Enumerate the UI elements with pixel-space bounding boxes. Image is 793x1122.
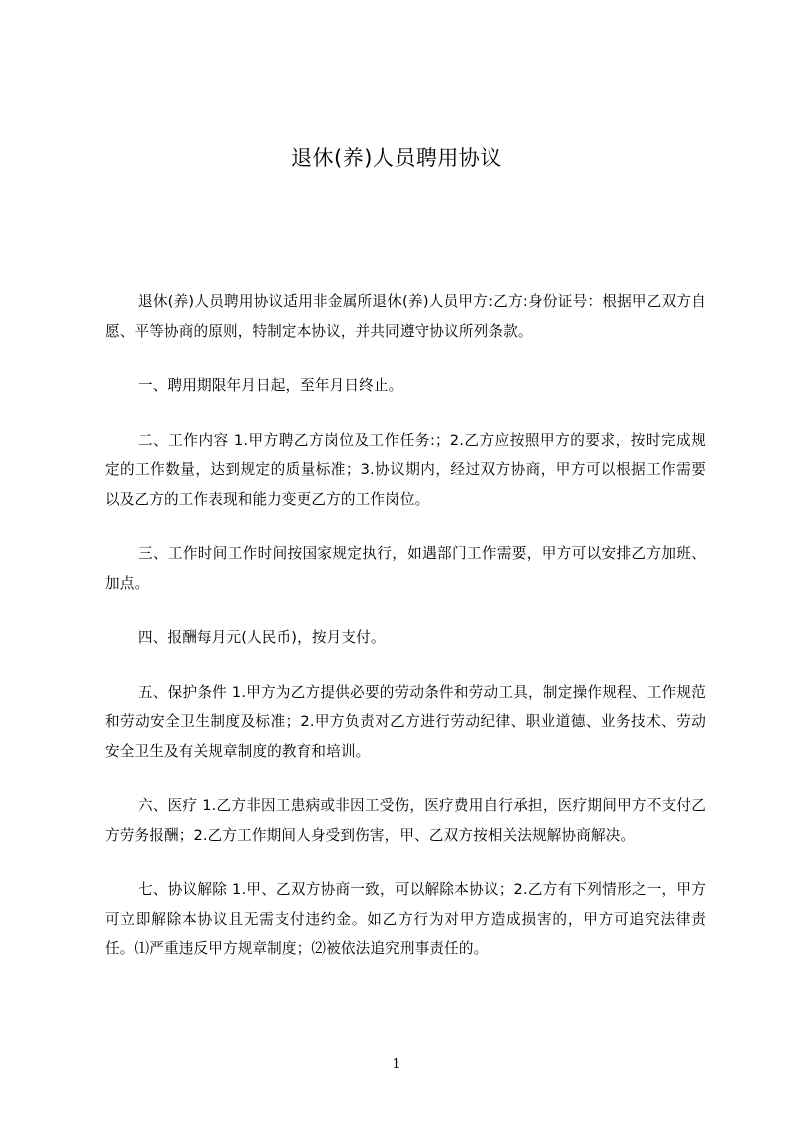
clause-work-time-paragraph: 三、工作时间工作时间按国家规定执行，如遇部门工作需要，甲方可以安排乙方加班、加点。 bbox=[105, 545, 706, 592]
clause-work-content-paragraph: 二、工作内容 1.甲方聘乙方岗位及工作任务:；2.乙方应按照甲方的要求，按时完成规定的工作数量，达到规定的质量标准；3.协议期内，经过双方协商，甲方可以根据工作需要以及乙方的工作表现和能力变更乙方的工作岗位。 bbox=[105, 431, 706, 508]
clause-termination-paragraph: 七、协议解除 1.甲、乙双方协商一致，可以解除本协议；2.乙方有下列情形之一，甲方可立即解除本协议且无需支付违约金。如乙方行为对甲方造成损害的，甲方可追究法律责任。⑴严重违反甲方规章制度；⑵被依法追究刑事责任的。 bbox=[105, 881, 706, 957]
intro-paragraph: 退休(养)人员聘用协议适用非金属所退休(养)人员甲方:乙方:身份证号：根据甲乙双方自愿、平等协商的原则，特制定本协议，并共同遵守协议所列条款。 bbox=[105, 293, 706, 340]
clause-protection-paragraph: 五、保护条件 1.甲方为乙方提供必要的劳动条件和劳动工具，制定操作规程、工作规范和劳动安全卫生制度及标准；2.甲方负责对乙方进行劳动纪律、职业道德、业务技术、劳动安全卫生及有关规章制度的教育和培训。 bbox=[105, 683, 706, 760]
document-body bbox=[105, 287, 706, 989]
clause-medical-paragraph: 六、医疗 1.乙方非因工患病或非因工受伤，医疗费用自行承担，医疗期间甲方不支付乙方劳务报酬；2.乙方工作期间人身受到伤害，甲、乙双方按相关法规解协商解决。 bbox=[105, 797, 706, 844]
page-number: 1 bbox=[392, 1057, 401, 1072]
document-title: 退休(养)人员聘用协议 bbox=[291, 146, 502, 170]
clause-term-paragraph: 一、聘用期限年月日起，至年月日终止。 bbox=[138, 377, 404, 394]
clause-remuneration-paragraph: 四、报酬每月元(人民币)，按月支付。 bbox=[138, 629, 386, 646]
